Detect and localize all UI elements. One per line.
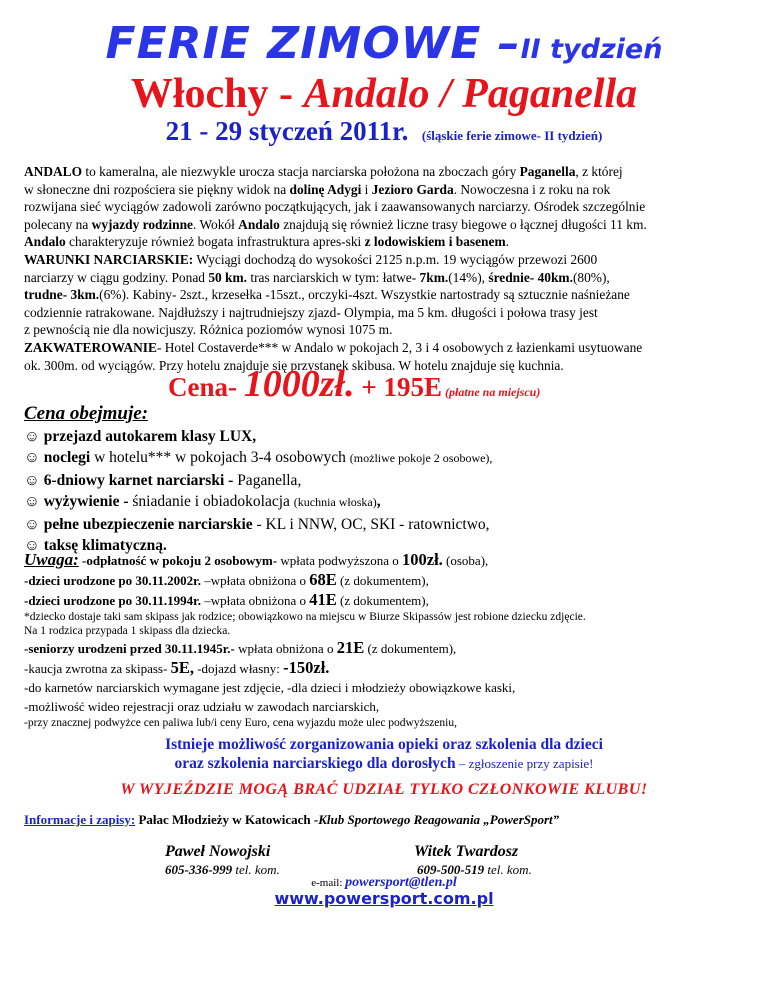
description-segment: to kameralna, ale niezwykle urocza stacja narciarska położona na zboczach góry [82, 164, 520, 179]
include-item-segment: 6-dniowy karnet narciarski - [43, 471, 234, 489]
description-segment: znajdują się również liczne trasy biegowe o łącznej długości 11 km. [279, 216, 647, 232]
note-segment: –wpłata obniżona o [200, 593, 310, 608]
phone-label-1: tel. kom. [232, 862, 280, 877]
phone-number-1: 605-336-999 [165, 862, 233, 877]
info-line [24, 812, 559, 828]
contact-name-2: Witek Twardosz [414, 843, 519, 860]
include-item-line [24, 491, 492, 513]
note-segment: 100zł. [402, 550, 443, 569]
note-segment: -odpłatność w pokoju 2 osobowym- [82, 553, 278, 568]
price-note: (płatne na miejscu) [442, 385, 541, 399]
include-item-line [24, 426, 492, 447]
description-line [24, 216, 749, 234]
description-segment: 50 km. [208, 269, 248, 285]
note-segment: (z dokumentem), [336, 593, 429, 608]
description-segment: - Hotel Costaverde*** w Andalo w pokojach 2, 3 i 4 osobowych z łazienkami usytuowane [156, 339, 643, 355]
price-label: Cena- [168, 372, 244, 402]
destination-heading [0, 70, 768, 118]
note-segment: *dziecko dostaje taki sam skipass jak rodzice; obowiązkowo na miejscu w Biurze Skipassów jest robione dziecku zdjęcie. [24, 611, 586, 623]
description-segment: Andalo [24, 234, 66, 250]
description-segment: ok. 300m. od wyciągów. Przy hotelu znajduje się przystanek skibusa. W hotelu znajduje się kuchnia. [24, 357, 564, 373]
dates-main: 21 - 29 styczeń 2011r. [165, 116, 409, 146]
note-segment: -kaucja zwrotna za skipass- [24, 661, 171, 676]
note-segment: Na 1 rodzica przypada 1 skipass dla dziecka. [24, 625, 231, 637]
note-segment: -dojazd własny: [193, 661, 284, 676]
organization-line2: oraz szkolenia narciarskiego dla dorosłych [174, 755, 456, 772]
note-segment: -przy znacznej podwyżce cen paliwa lub/i ceny Euro, cena wyjazdu może ulec podwyższeniu, [24, 717, 457, 729]
destination-places: Andalo / Paganella [303, 71, 638, 117]
note-line [24, 697, 754, 716]
description-segment: 7km. [419, 269, 449, 285]
note-segment: wpłata obniżona o [234, 641, 337, 656]
include-item-segment: Paganella, [233, 471, 302, 489]
phone-number-2: 609-500-519 [417, 862, 485, 877]
members-only-notice: W WYJEŹDZIE MOGĄ BRAĆ UDZIAŁ TYLKO CZŁONKOWIE KLUBU! [120, 781, 648, 798]
organization-line2-note: – zgłoszenie przy zapisie! [455, 756, 594, 771]
note-line [24, 624, 754, 638]
description-line [24, 339, 749, 357]
description-segment: ZAKWATEROWANIE [24, 339, 157, 355]
description-line [24, 233, 749, 251]
title-dash: – [497, 18, 521, 69]
note-segment: –wpłata obniżona o [200, 573, 310, 588]
include-item-segment: ☺ [24, 449, 44, 467]
description-segment: tras narciarskich w tym: łatwe- [247, 269, 420, 285]
description-segment: (14%), [448, 269, 489, 285]
include-item-segment: (kuchnia włoska) [293, 495, 377, 510]
organization-line2-wrap [0, 754, 768, 773]
description-segment: (6%). Kabiny- 2szt., krzesełka -15szt., orczyki-4szt. Wszystkie nartostrady są sztucznie naśnieżane [99, 287, 630, 303]
website-link[interactable]: www.powersport.com.pl [274, 889, 494, 908]
description-line [24, 251, 749, 269]
description-line [24, 181, 749, 199]
note-line [24, 716, 754, 730]
note-line [24, 678, 754, 697]
title-heading [0, 18, 768, 69]
include-item-segment: ☺ [24, 515, 44, 533]
include-item-segment: - KL i NNW, OC, SKI - ratownictwo, [252, 515, 490, 533]
contact-name-1: Paweł Nowojski [165, 843, 271, 860]
include-item-segment: wyżywienie - [43, 493, 129, 511]
include-item-segment: (możliwe pokoje 2 osobowe), [349, 451, 493, 466]
description-segment: polecany na [24, 216, 92, 232]
includes-heading: Cena obejmuje: [24, 403, 149, 424]
include-item-segment: noclegi [43, 449, 91, 467]
description-segment: codziennie ratrakowane. Najdłuższy i najtrudniejszy zjazd- Olympia, ma 5 km. długości i połowa trasy jest [24, 304, 598, 320]
email-address-link[interactable]: powersport@tlen.pl [345, 875, 457, 890]
description-line [24, 304, 749, 322]
include-item-segment: w hotelu*** w pokojach 3-4 osobowych [90, 449, 350, 467]
include-item-line [24, 447, 492, 469]
note-segment: -dzieci urodzone po 30.11.1994r. [24, 593, 201, 608]
note-segment: 21E [336, 638, 365, 657]
include-item-segment: śniadanie i obiadokolacja [128, 493, 294, 511]
organization-line1: Istnieje możliwość zorganizowania opieki oraz szkolenia dla dzieci [165, 736, 603, 753]
description-line [24, 286, 749, 304]
include-item-segment: przejazd autokarem klasy LUX, [43, 428, 257, 445]
notes-block [24, 550, 754, 730]
note-segment: 5E, [170, 658, 194, 677]
note-segment: (osoba), [442, 553, 489, 568]
description-segment: rozwijana sieć wyciągów zadowoli zarówno początkujących, jak i zaawansowanych narciarzy. Ośrodek szczególnie [24, 199, 646, 215]
description-segment: ANDALO [24, 164, 83, 179]
note-segment: 41E [309, 590, 337, 609]
price-plus: + 195E [354, 372, 443, 402]
note-segment: (z dokumentem), [364, 641, 457, 656]
description-segment: charakteryzuje również bogata infrastruktura apres-ski [65, 234, 365, 250]
note-segment: -dzieci urodzone po 30.11.2002r. [24, 573, 201, 588]
email-label: e-mail: [311, 877, 346, 889]
price-amount: 1000zł. [243, 363, 355, 405]
description-segment: z pewnością nie dla nowicjuszy. Różnica poziomów wynosi 1075 m. [24, 322, 393, 338]
info-link[interactable]: Informacje i zapisy: [24, 812, 136, 827]
include-item-segment: ☺ [24, 493, 44, 511]
dates-note: (śląskie ferie zimowe- II tydzień) [421, 128, 603, 143]
info-place: Pałac Młodzieży w Katowicach [135, 812, 314, 827]
description-segment: wyjazdy rodzinne [91, 216, 193, 232]
title-main: FERIE ZIMOWE [105, 18, 498, 69]
phone-label-2: tel. kom. [484, 862, 532, 877]
description-line [24, 269, 749, 287]
info-club: -Klub Sportowego Reagowania „PowerSport” [313, 812, 560, 827]
description-segment: w słoneczne dni rozpościera sie piękny widok na [24, 181, 290, 197]
description-segment: Jezioro Garda [371, 181, 454, 197]
description-segment: i [361, 181, 372, 197]
destination-country: Włochy - [130, 71, 304, 117]
note-line [24, 610, 754, 624]
note-line [24, 658, 754, 678]
note-segment: 68E [309, 570, 337, 589]
include-item-segment: taksę klimatyczną. [43, 537, 167, 555]
note-segment: -seniorzy urodzeni przed 30.11.1945r.- [24, 641, 235, 656]
note-segment: (z dokumentem), [336, 573, 429, 588]
title-sub: II tydzień [520, 34, 663, 65]
description-segment: . [505, 234, 509, 250]
description-segment: , z której [575, 164, 623, 179]
description-segment: narciarzy w ciągu godziny. Ponad [24, 269, 209, 285]
note-segment: Uwaga: [24, 550, 79, 569]
organization-note [0, 735, 768, 773]
description-block [24, 163, 749, 374]
description-segment: z lodowiskiem i basenem [364, 234, 506, 250]
includes-list [24, 426, 492, 556]
description-segment: Andalo [238, 216, 280, 232]
note-segment: -150zł. [283, 658, 330, 677]
include-item-segment: ☺ [24, 537, 44, 555]
description-line [24, 198, 749, 216]
include-item-line [24, 470, 492, 491]
note-segment: -możliwość wideo rejestracji oraz udziału w zawodach narciarskich, [24, 699, 380, 714]
dates-heading [0, 116, 768, 147]
description-line [24, 321, 749, 339]
description-line [24, 163, 749, 181]
description-segment: średnie- 40km. [488, 269, 573, 285]
note-segment: -do karnetów narciarskich wymagane jest zdjęcie, -dla dzieci i młodzieży obowiązkowe kaski, [24, 680, 516, 695]
note-line [24, 638, 754, 658]
description-segment: Wyciągi dochodzą do wysokości 2125 n.p.m. 19 wyciągów przewozi 2600 [193, 251, 598, 267]
description-segment: . Wokół [192, 216, 239, 232]
description-segment: Paganella [519, 164, 576, 179]
description-segment: WARUNKI NARCIARSKIE: [24, 251, 194, 267]
note-line [24, 570, 754, 590]
description-segment: . Nowoczesna i z roku na rok [453, 181, 611, 197]
include-item-line [24, 514, 492, 535]
description-segment: dolinę Adygi [289, 181, 362, 197]
note-line [24, 550, 754, 570]
include-item-segment: ☺ [24, 428, 44, 445]
price-line [168, 362, 540, 406]
description-segment: trudne- 3km. [24, 287, 100, 303]
include-item-segment: ☺ [24, 471, 44, 489]
description-segment: (80%), [572, 269, 610, 285]
note-line [24, 590, 754, 610]
include-item-segment: pełne ubezpieczenie narciarskie [43, 515, 253, 533]
include-item-segment: , [376, 493, 381, 511]
note-segment: wpłata podwyższona o [277, 553, 402, 568]
